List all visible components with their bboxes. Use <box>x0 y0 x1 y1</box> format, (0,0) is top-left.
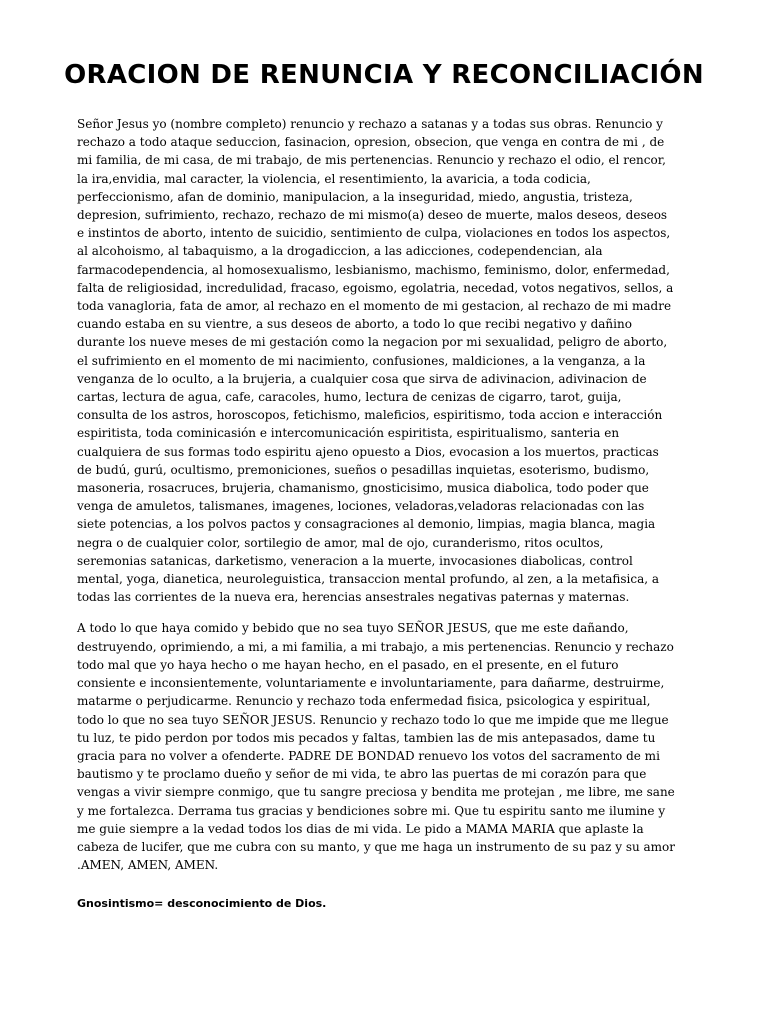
document-title: ORACION DE RENUNCIA Y RECONCILIACIÓN <box>64 60 704 90</box>
prayer-paragraph-1: Señor Jesus yo (nombre completo) renuncio y rechazo a satanas y a todas sus obras. Renuncio y rechazo a todo ataque seduccion, fasinacion, opresion, obsecion, que venga en contra de mi , de mi familia, de mi casa, de mi trabajo, de mis pertenencias. Renuncio y rechazo el odio, el rencor, la ira,envidia, mal caracter, la violencia, el resentimiento, la avaricia, a toda codicia, perfeccionismo, afan de dominio, manipulacion, a la inseguridad, miedo, angustia, tristeza, depresion, sufrimiento, rechazo, rechazo de mi mismo(a) deseo de muerte, malos deseos, deseos e instintos de aborto, intento de suicidio, sentimiento de culpa, violaciones en todos los aspectos, al alcohoismo, al tabaquismo, a la drogadiccion, a las adicciones, codependencian, ala farmacodependencia, al homosexualismo, lesbianismo, machismo, feminismo, dolor, enfermedad, falta de religiosidad, incredulidad, fracaso, egoismo, egolatria, necedad, votos negativos, sellos, a toda vanagloria, fata de amor, al rechazo en el momento de mi gestacion, al rechazo de mi madre cuando estaba en su vientre, a sus deseos de aborto, a todo lo que recibi negativo y dañino durante los nueve meses de mi gestación como la negacion por mi sexualidad, peligro de aborto, el sufrimiento en el momento de mi nacimiento, confusiones, maldiciones, a la venganza, a la venganza de lo oculto, a la brujeria, a cualquier cosa que sirva de adivinacion, adivinacion de cartas, lectura de agua, cafe, caracoles, humo, lectura de cenizas de cigarro, tarot, guija, consulta de los astros, horoscopos, fetichismo, maleficios, espiritismo, toda accion e interacción espiritista, toda cominicasión e intercomunicación espiritista, espiritualismo, santeria en cualquiera de sus formas todo espiritu ajeno opuesto a Dios, evocasion a los muertos, practicas de budú, gurú, ocultismo, premoniciones, sueños o pesadillas inquietas, esoterismo, budismo, masoneria, rosacruces, brujeria, chamanismo, gnosticisimo, musica diabolica, todo poder que venga de amuletos, talismanes, imagenes, lociones, veladoras,veladoras relacionadas con las siete potencias, a los polvos pactos y consagraciones al demonio, limpias, magia blanca, magia negra o de cualquier color, sortilegio de amor, mal de ojo, curanderismo, ritos ocultos, seremonias satanicas, darketismo, veneracion a la muerte, invocasiones diabolicas, control mental, yoga, dianetica, neuroleguistica, transaccion mental profundo, al zen, a la metafisica, a todas las corrientes de la nueva era, herencias ansestrales negativas paternas y maternas. <box>77 117 674 605</box>
document-body <box>77 115 675 912</box>
footnote-definition: Gnosintismo= desconocimiento de Dios. <box>77 897 327 911</box>
prayer-paragraph-2: A todo lo que haya comido y bebido que no sea tuyo SEÑOR JESUS, que me este dañando, destruyendo, oprimiendo, a mi, a mi familia, a mi trabajo, a mis pertenencias. Renuncio y rechazo todo mal que yo haya hecho o me hayan hecho, en el pasado, en el presente, en el futuro consiente e inconsientemente, voluntariamente e involuntariamente, para dañarme, destruirme, matarme o perjudicarme. Renuncio y rechazo toda enfermedad fisica, psicologica y espiritual, todo lo que no sea tuyo SEÑOR JESUS. Renuncio y rechazo todo lo que me impide que me llegue tu luz, te pido perdon por todos mis pecados y faltas, tambien las de mis antepasados, dame tu gracia para no volver a ofenderte. PADRE DE BONDAD renuevo los votos del sacramento de mi bautismo y te proclamo dueño y señor de mi vida, te abro las puertas de mi corazón para que vengas a vivir siempre conmigo, que tu sangre preciosa y bendita me protejan , me libre, me sane y me fortalezca. Derrama tus gracias y bendiciones sobre mi. Que tu espiritu santo me ilumine y me guie siempre a la vedad todos los dias de mi vida. Le pido a MAMA MARIA que aplaste la cabeza de lucifer, que me cubra con su manto, y que me haga un instrumento de su paz y su amor .AMEN, AMEN, AMEN. <box>77 621 676 873</box>
